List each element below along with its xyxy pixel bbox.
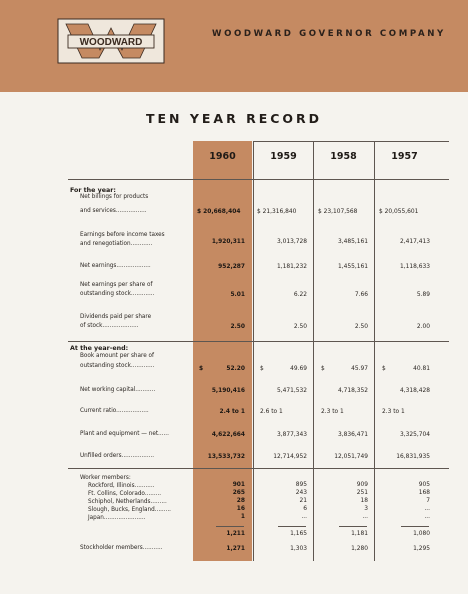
row-label: Net earnings...................	[80, 263, 151, 269]
value-1959: ...	[301, 514, 307, 520]
value-1959: 1,181,232	[277, 264, 307, 270]
value-1958: $ 23,107,568	[318, 209, 358, 215]
row-label: Earnings before income taxes	[80, 232, 165, 238]
dollar-sign: $	[382, 366, 386, 372]
value-1960: 1,271	[226, 546, 245, 552]
value-1959: 243	[295, 490, 307, 496]
value-1958: 2.50	[354, 324, 368, 330]
value-1957: 3,325,704	[400, 432, 430, 438]
section-rule	[68, 341, 449, 342]
value-1957: ...	[424, 514, 430, 520]
value-1960: 265	[232, 490, 245, 496]
row-label: Current ratio..................	[80, 408, 149, 414]
value-1959: $ 21,316,840	[257, 209, 297, 215]
row-label: and services.................	[80, 208, 147, 214]
value-1960: 16	[236, 506, 245, 512]
value-1957: 2.00	[416, 324, 430, 330]
row-label: Stockholder members...........	[80, 545, 163, 551]
woodward-logo	[57, 18, 165, 64]
section-at-year-end: At the year-end:	[70, 345, 129, 352]
value-1959: 2.6 to 1	[260, 409, 283, 415]
value-1960: 13,533,732	[207, 454, 245, 460]
value-1957: ...	[424, 506, 430, 512]
value-1960: 2.4 to 1	[219, 409, 245, 415]
value-1959: 5,471,532	[277, 388, 307, 394]
value-1958: 3,485,161	[338, 239, 368, 245]
year-header-1958: 1958	[330, 151, 357, 162]
value-1957: 40.81	[413, 366, 430, 372]
value-1960: 52.20	[226, 366, 245, 372]
dollar-sign: $	[199, 366, 204, 372]
value-1957: $ 20,055,601	[379, 209, 419, 215]
column-divider	[313, 141, 314, 561]
value-1960: 5.01	[230, 292, 245, 298]
row-label: Slough, Bucks, England.........	[88, 507, 171, 513]
value-1957: 5.89	[416, 292, 430, 298]
year-header-1957: 1957	[391, 151, 418, 162]
value-1959: 12,714,952	[273, 454, 307, 460]
worker-members-label: Worker members:	[80, 475, 131, 481]
value-1957: 905	[418, 482, 430, 488]
dollar-sign: $	[321, 366, 325, 372]
value-1958: 1,280	[351, 546, 368, 552]
row-label: Schiphol, Netherlands.........	[88, 499, 167, 505]
row-label: Net working capital...........	[80, 387, 156, 393]
column-divider	[374, 141, 375, 561]
row-label: Japan.......................	[88, 515, 146, 521]
column-divider	[253, 141, 254, 561]
value-1960: 901	[232, 482, 245, 488]
year-header-1960: 1960	[209, 151, 236, 162]
value-1958: 909	[356, 482, 368, 488]
value-1959: 895	[295, 482, 307, 488]
section-for-the-year: For the year:	[70, 187, 116, 194]
row-label: Rockford, Illinois...........	[88, 483, 155, 489]
row-label: Unfilled orders..................	[80, 453, 155, 459]
value-1960: 4,622,664	[211, 432, 245, 438]
value-1958: 45.97	[351, 366, 368, 372]
page-title: TEN YEAR RECORD	[145, 111, 323, 126]
row-label: Ft. Collins, Colorado.........	[88, 491, 162, 497]
total-1959: 1,165	[290, 531, 307, 537]
value-1959: 49.69	[290, 366, 307, 372]
value-1958: 18	[360, 498, 368, 504]
row-label: Dividends paid per share	[80, 314, 152, 320]
row-label: outstanding stock.............	[80, 291, 155, 297]
subtotal-rule	[339, 526, 367, 527]
dollar-sign: $	[260, 366, 264, 372]
company-name: WOODWARD GOVERNOR COMPANY	[212, 29, 446, 39]
value-1959: 3,877,343	[277, 432, 307, 438]
logo-text: WOODWARD	[79, 37, 143, 48]
table-header-rule	[68, 179, 449, 180]
value-1958: 7.66	[354, 292, 368, 298]
header-band	[0, 0, 468, 92]
value-1957: 2.3 to 1	[382, 409, 405, 415]
value-1958: 3	[364, 506, 368, 512]
row-label: and renegotiation............	[80, 241, 153, 247]
value-1957: 4,318,428	[400, 388, 430, 394]
row-label: Net earnings per share of	[80, 282, 153, 288]
section-rule	[68, 468, 449, 469]
value-1960: 1	[240, 514, 245, 520]
value-1960: 2.50	[230, 324, 245, 330]
value-1960: 952,287	[218, 264, 245, 270]
subtotal-rule	[278, 526, 306, 527]
total-1957: 1,080	[413, 531, 430, 537]
value-1957: 1,118,633	[400, 264, 430, 270]
value-1960: $ 20,668,404	[197, 209, 241, 215]
value-1958: 12,051,749	[334, 454, 368, 460]
value-1959: 6	[303, 506, 307, 512]
value-1959: 1,303	[290, 546, 307, 552]
row-label: of stock....................	[80, 323, 139, 329]
row-label: Plant and equipment — net......	[80, 431, 169, 437]
value-1959: 3,013,728	[277, 239, 307, 245]
value-1958: 4,718,352	[338, 388, 368, 394]
value-1958: 2.3 to 1	[321, 409, 344, 415]
value-1959: 21	[299, 498, 307, 504]
row-label: Net billings for products	[80, 194, 149, 200]
value-1960: 1,920,311	[211, 239, 245, 245]
value-1958: 251	[356, 490, 368, 496]
value-1957: 16,831,935	[396, 454, 430, 460]
year-header-1959: 1959	[270, 151, 297, 162]
value-1960: 28	[236, 498, 245, 504]
value-1958: 1,455,161	[338, 264, 368, 270]
subtotal-rule	[216, 526, 244, 527]
value-1958: 3,836,471	[338, 432, 368, 438]
row-label: outstanding stock.............	[80, 363, 155, 369]
header-top-rule	[253, 141, 449, 142]
value-1959: 6.22	[293, 292, 307, 298]
value-1957: 1,295	[413, 546, 430, 552]
value-1957: 2,417,413	[400, 239, 430, 245]
value-1958: ...	[362, 514, 368, 520]
value-1957: 7	[426, 498, 430, 504]
subtotal-rule	[401, 526, 429, 527]
total-1958: 1,181	[351, 531, 368, 537]
value-1959: 2.50	[293, 324, 307, 330]
total-1960: 1,211	[226, 531, 245, 537]
value-1957: 168	[418, 490, 430, 496]
row-label: Book amount per share of	[80, 353, 155, 359]
value-1960: 5,190,416	[211, 388, 245, 394]
